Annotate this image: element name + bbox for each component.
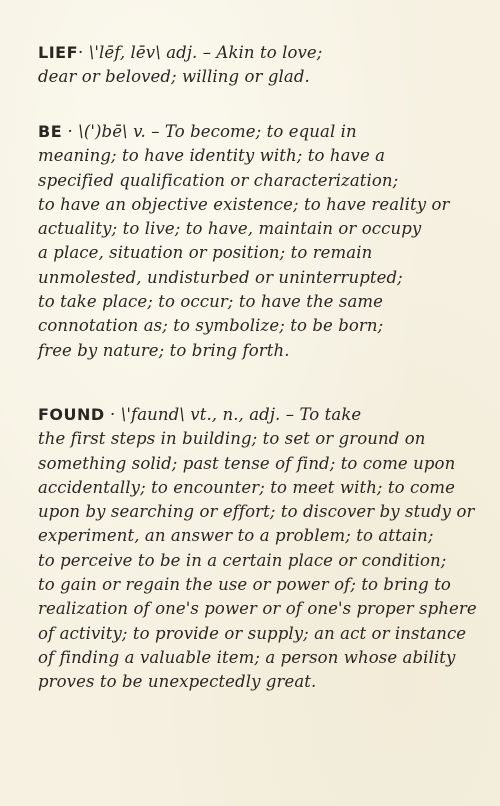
pronunciation: · \'lēf, lēv\	[78, 43, 167, 62]
pronunciation: · \'faund\	[104, 405, 191, 424]
definition-line: to perceive to be in a certain place or condition;	[38, 550, 447, 570]
definition-line: free by nature; to bring forth.	[38, 340, 290, 360]
definition-line: Akin to love;	[216, 43, 323, 62]
definition-line: unmolested, undisturbed or uninterrupted;	[38, 267, 403, 287]
definition-line: the first steps in building; to set or ground on	[38, 429, 426, 449]
definition-line: meaning; to have identity with; to have a	[38, 146, 386, 166]
definition-line: accidentally; to encounter; to meet with; to come	[38, 477, 456, 497]
part-of-speech: v. –	[133, 122, 165, 141]
definition-line: to have an objective existence; to have reality or	[38, 194, 450, 214]
part-of-speech: adj. –	[166, 43, 217, 62]
definition-line: a place, situation or position; to remain	[38, 243, 373, 263]
definition-line: of activity; to provide or supply; an act or instance	[38, 623, 467, 643]
definition-line: upon by searching or effort; to discover by study or	[38, 502, 475, 522]
definition-line: proves to be unexpectedly great.	[38, 672, 317, 692]
definition-line: realization of one's power or of one's proper sphere	[38, 599, 477, 619]
definition-line: specified qualification or characterization;	[38, 170, 399, 190]
headword: FOUND	[38, 405, 105, 424]
entry-first-line	[38, 403, 478, 427]
definition-line: connotation as; to symbolize; to be born;	[38, 316, 384, 336]
definition-line: to take place; to occur; to have the same	[38, 292, 384, 312]
entry-lief	[38, 41, 478, 90]
entry-be	[38, 120, 478, 363]
definition-line: actuality; to live; to have, maintain or occupy	[38, 219, 422, 239]
definition-line: to gain or regain the use or power of; to bring to	[38, 575, 451, 595]
entry-first-line	[38, 120, 478, 144]
entry-found	[38, 403, 478, 695]
headword: BE	[38, 122, 63, 141]
definition-line: To become; to equal in	[164, 122, 357, 141]
pronunciation: · \(')bē\	[62, 122, 134, 141]
definition-line: something solid; past tense of find; to come upon	[38, 453, 456, 473]
headword: LIEF	[38, 43, 79, 62]
definition-line: experiment, an answer to a problem; to attain;	[38, 526, 434, 546]
entry-first-line	[38, 41, 478, 65]
definition-line: of finding a valuable item; a person whose ability	[38, 647, 456, 667]
definition-line: dear or beloved; willing or glad.	[38, 67, 310, 87]
definition-line: To take	[299, 405, 362, 424]
part-of-speech: vt., n., adj. –	[190, 405, 300, 424]
